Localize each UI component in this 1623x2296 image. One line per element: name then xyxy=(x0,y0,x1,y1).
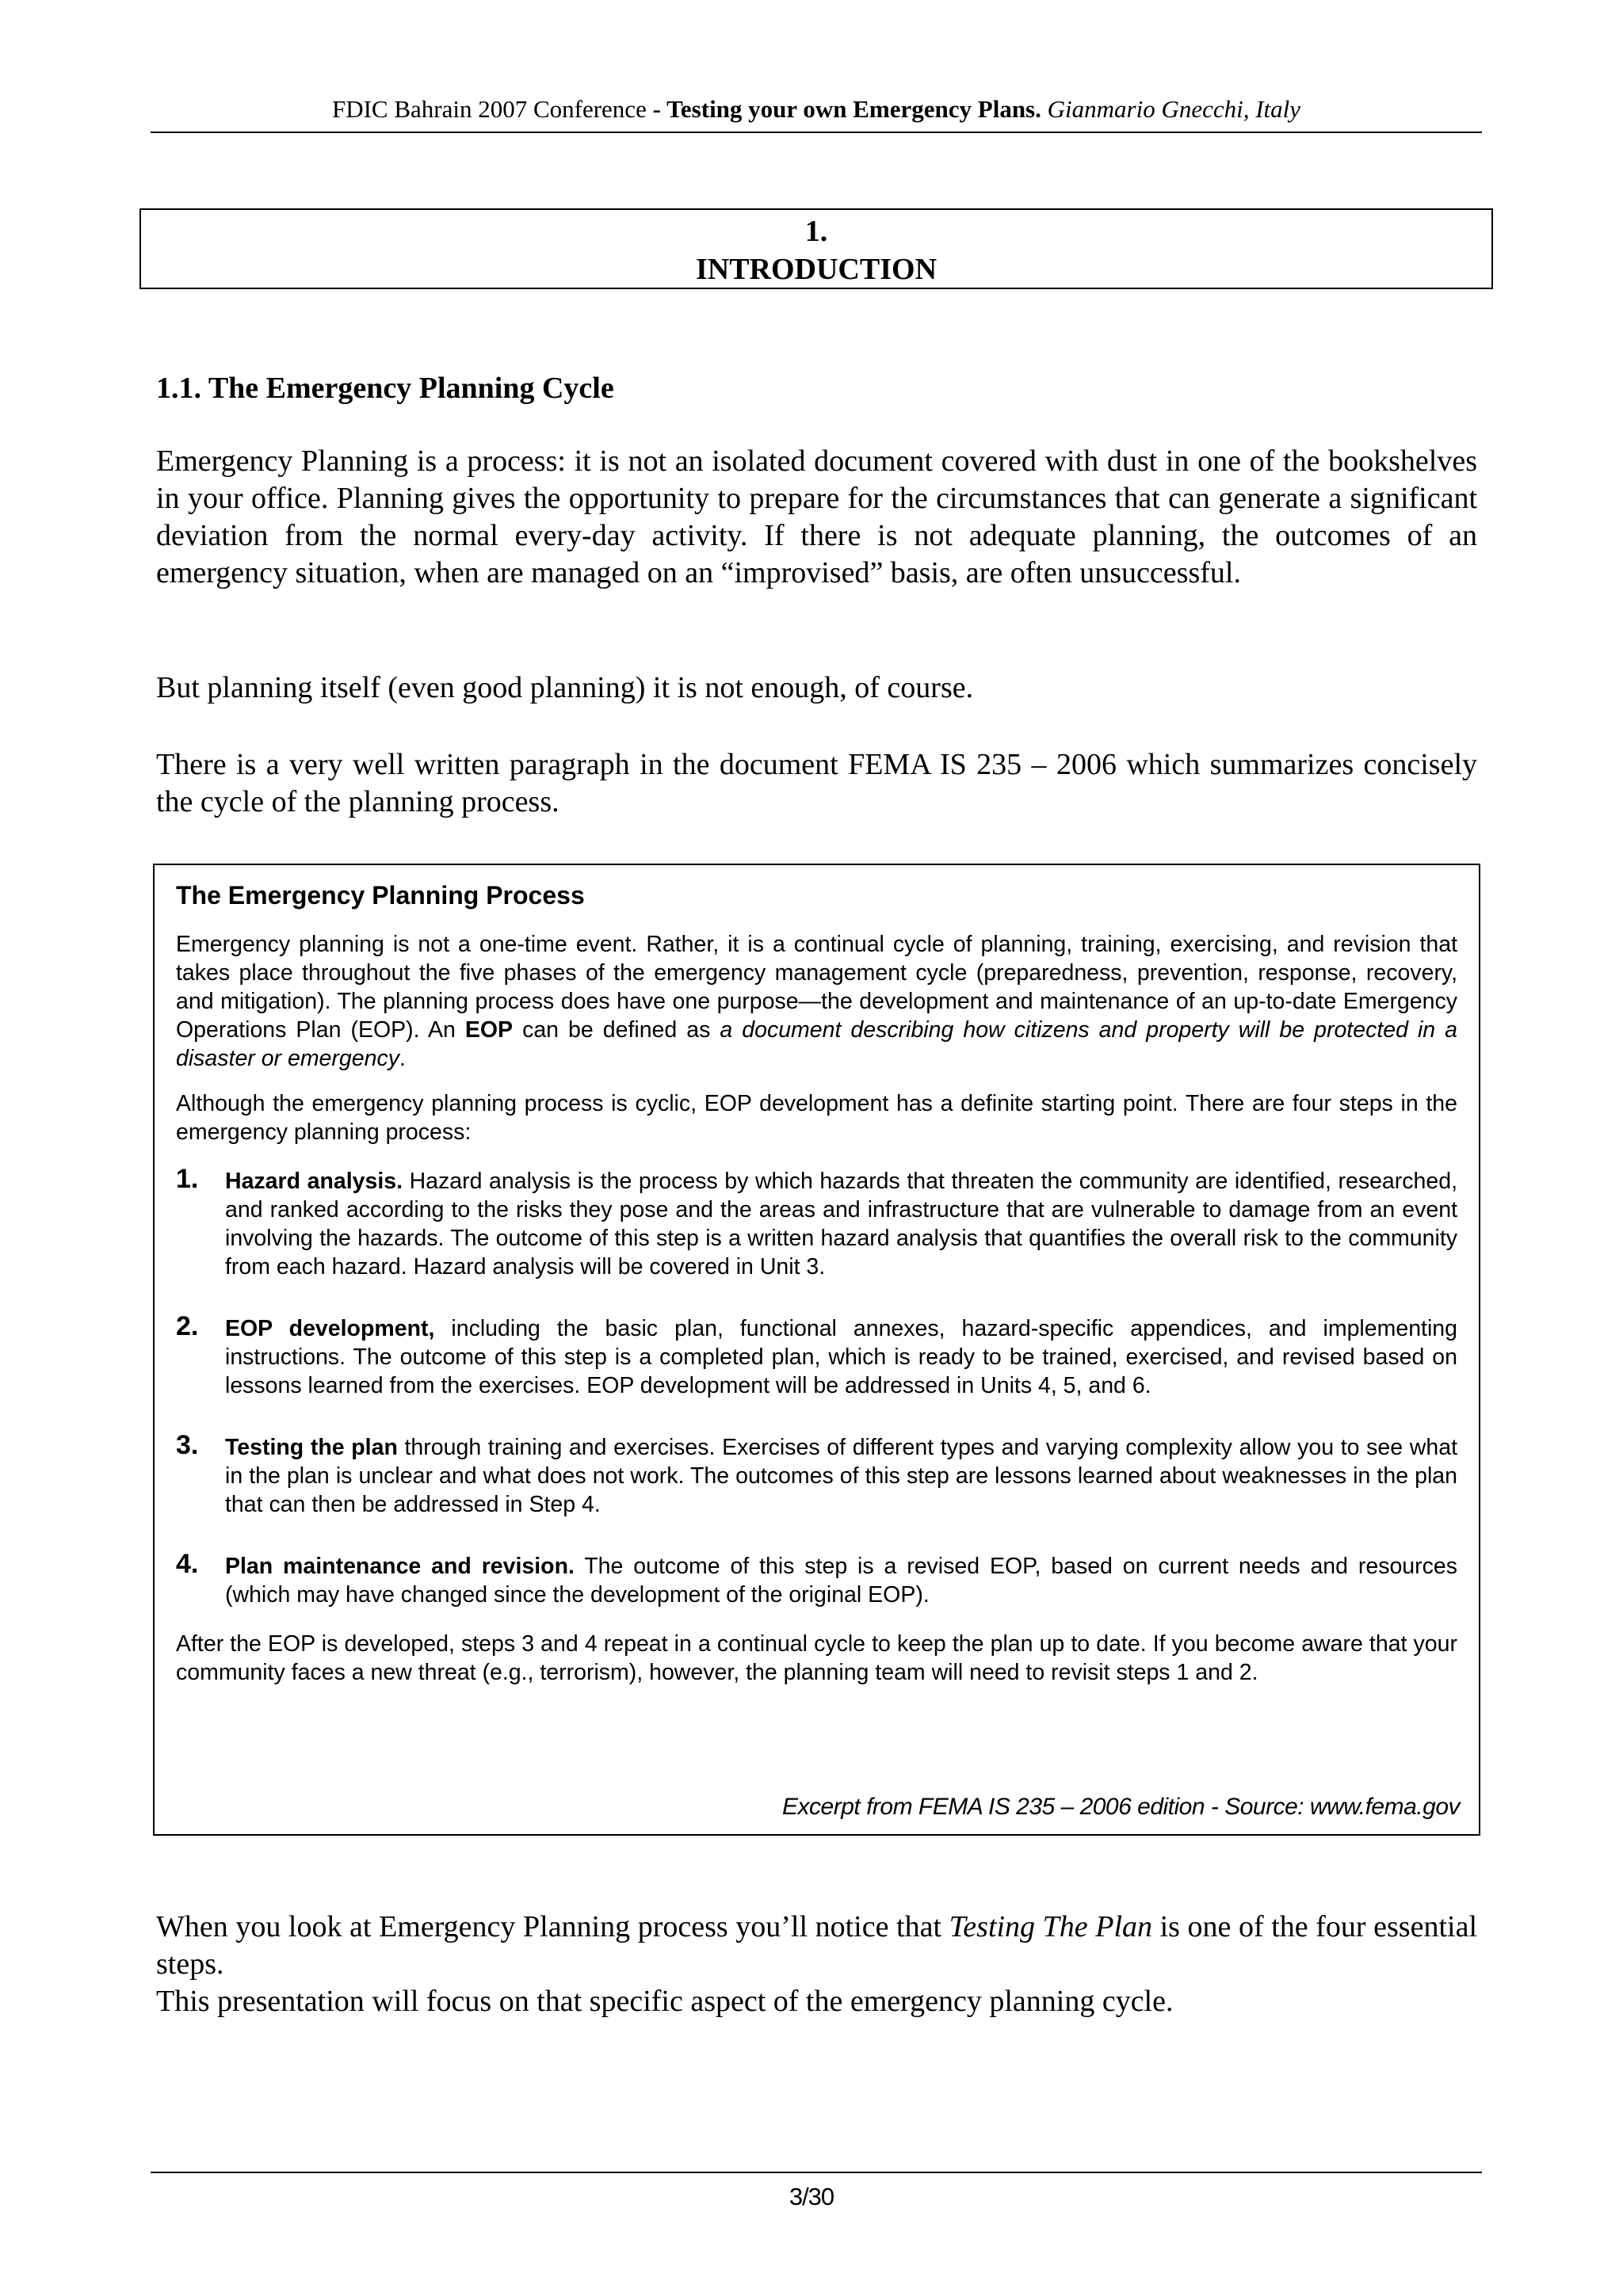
excerpt-intro-italic: a document describing how citizens and property will be protected in a disaster or emergency xyxy=(176,1017,1457,1071)
step-lead: Hazard analysis. xyxy=(225,1169,403,1194)
quoted-excerpt-box xyxy=(153,864,1480,1836)
excerpt-intro xyxy=(176,930,1457,1073)
step-text: The outcome of this step is a revised EOP, based on current needs and resources (which may have changed since the development of the original EOP). xyxy=(225,1554,1457,1608)
header-conference: FDIC Bahrain 2007 Conference xyxy=(331,95,647,123)
chapter-title: INTRODUCTION xyxy=(695,253,938,286)
step-lead: Plan maintenance and revision. xyxy=(225,1554,575,1579)
excerpt-closing: After the EOP is developed, steps 3 and 4 repeat in a continual cycle to keep the plan up to date. If you become aware that your community faces a new threat (e.g., terrorism), however, the planning team will need to revisit steps 1 and 2. xyxy=(176,1631,1457,1685)
excerpt-intro-text: Emergency planning is not a one-time event. Rather, it is a continual cycle of planning, training, exercising, and revision that takes place throughout the five phases of the emergency management cycle (preparedness, prevention, response, recovery, and mitigation). The planning process does have one purpose—the development and maintenance of an up-to-date Emergency Operations Plan (EOP). An xyxy=(176,932,1457,1043)
step-item xyxy=(176,1430,1457,1519)
step-lead: EOP development, xyxy=(225,1316,435,1341)
paragraph-emphasis: Testing The Plan xyxy=(949,1910,1153,1943)
step-number: 3. xyxy=(176,1430,199,1460)
chapter-number: 1. xyxy=(804,215,828,248)
footer-rule xyxy=(151,2172,1482,2173)
paragraph: Emergency Planning is a process: it is not an isolated document covered with dust in one of the bookshelves in your office. Planning gives the opportunity to prepare for the circumstances that can generate a significant deviation from the normal every-day activity. If there is not adequate planning, the outcomes of an emergency situation, when are managed on an “improvised” basis, are often unsuccessful. xyxy=(156,444,1477,589)
step-text: including the basic plan, functional annexes, hazard-specific appendices, and implementing instructions. The outcome of this step is a completed plan, which is ready to be trained, exercised, and revised based on lessons learned from the exercises. EOP development will be addressed in Units 4, 5, and 6. xyxy=(225,1316,1457,1398)
step-text: through training and exercises. Exercises of different types and varying complexity allow you to see what in the plan is unclear and what does not work. The outcomes of this step are lessons learned about weaknesses in the plan that can then be addressed in Step 4. xyxy=(225,1435,1457,1517)
step-lead: Testing the plan xyxy=(225,1435,398,1460)
page-number: 3/30 xyxy=(789,2183,834,2210)
step-item xyxy=(176,1164,1457,1281)
paragraph: But planning itself (even good planning) it is not enough, of course. xyxy=(156,671,974,704)
step-item xyxy=(176,1549,1457,1609)
step-item xyxy=(176,1311,1457,1400)
running-header xyxy=(151,93,1482,125)
paragraph: This presentation will focus on that specific aspect of the emergency planning cycle. xyxy=(156,1985,1174,2018)
steps-list xyxy=(176,1164,1457,1609)
excerpt-steps-intro: Although the emergency planning process is cyclic, EOP development has a definite starting point. There are four steps in the emergency planning process: xyxy=(176,1091,1457,1145)
excerpt-intro-text: . xyxy=(399,1046,406,1071)
section-title: 1.1. The Emergency Planning Cycle xyxy=(156,372,614,405)
paragraph-text: is one of the four essential steps. xyxy=(156,1910,1478,1981)
closing-paragraph xyxy=(156,1909,1477,2020)
excerpt-intro-bold: EOP xyxy=(464,1017,514,1043)
excerpt-intro-text: can be defined as xyxy=(513,1017,720,1043)
excerpt-source: Excerpt from FEMA IS 235 – 2006 edition - Source: www.fema.gov xyxy=(782,1794,1460,1820)
paragraph: There is a very well written paragraph in the document FEMA IS 235 – 2006 which summarizes concisely the cycle of the planning process. xyxy=(156,748,1477,818)
header-title: Testing your own Emergency Plans. xyxy=(666,95,1041,123)
chapter-heading-box xyxy=(139,208,1493,289)
step-number: 2. xyxy=(176,1311,199,1341)
header-rule xyxy=(151,132,1482,133)
step-number: 1. xyxy=(176,1164,199,1194)
header-separator: - xyxy=(646,95,667,123)
paragraph-text: When you look at Emergency Planning process you’ll notice that xyxy=(156,1910,949,1943)
header-author: Gianmario Gnecchi, Italy xyxy=(1041,95,1301,123)
excerpt-title: The Emergency Planning Process xyxy=(176,881,585,910)
step-text: Hazard analysis is the process by which hazards that threaten the community are identified, researched, and ranked according to the risks they pose and the areas and infrastructure that are vulnerable to damage from an event involving the hazards. The outcome of this step is a written hazard analysis that quantifies the overall risk to the community from each hazard. Hazard analysis will be covered in Unit 3. xyxy=(225,1169,1457,1280)
step-number: 4. xyxy=(176,1549,199,1579)
